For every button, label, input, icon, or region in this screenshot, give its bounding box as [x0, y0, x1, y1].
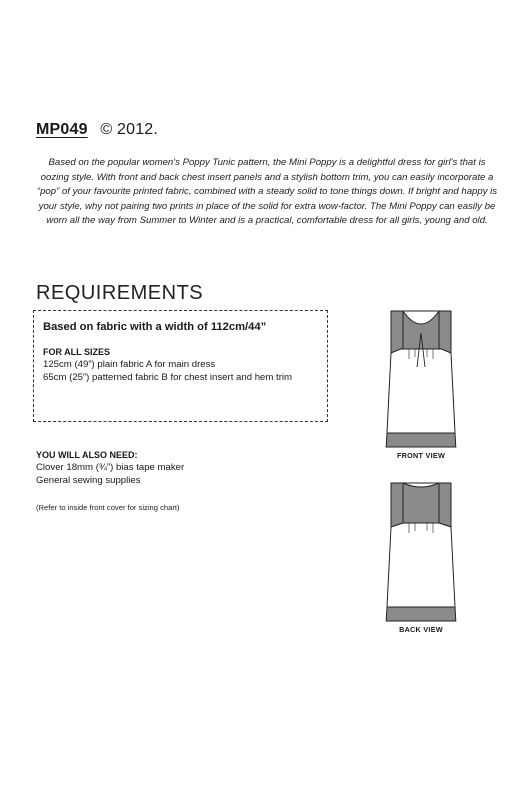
front-view-illustration — [365, 307, 477, 451]
notion-item: General sewing supplies — [36, 474, 141, 486]
back-hem-trim — [386, 607, 456, 621]
pattern-title — [36, 121, 158, 139]
intro-paragraph: Based on the popular women's Poppy Tunic pattern, the Mini Poppy is a delightful dress for girl's that is oozing style. With front and back chest insert panels and a stylish bottom trim, you can easily incorporate a “pop” of your favourite printed fabric, combined with a steady solid to tone things down. If bright and happy is your style, why not pairing two prints in place of the solid for extra wow-factor. The Mini Poppy can easily be worn all the way from Summer to Winter and is a practical, comfortable dress for all girls, young and old. — [36, 157, 498, 227]
front-body — [387, 349, 455, 434]
front-left-strap — [391, 311, 403, 353]
fabric-requirements-box — [33, 310, 328, 422]
front-view — [365, 307, 477, 460]
sizing-note: (Refer to inside front cover for sizing chart) — [36, 503, 180, 512]
front-hem-trim — [386, 433, 456, 447]
front-right-strap — [439, 311, 451, 353]
also-need-heading: YOU WILL ALSO NEED: — [36, 450, 138, 460]
back-left-strap — [391, 483, 403, 527]
back-right-strap — [439, 483, 451, 527]
copyright: © 2012. — [100, 121, 159, 138]
back-view — [365, 479, 477, 634]
back-view-illustration — [365, 479, 477, 625]
back-body — [387, 523, 455, 607]
fabric-a-line: 125cm (49”) plain fabric A for main dress — [43, 359, 216, 370]
all-sizes-heading: FOR ALL SIZES — [43, 347, 111, 357]
pattern-code: MP049 — [36, 121, 88, 138]
notion-item: Clover 18mm (¾”) bias tape maker — [36, 462, 185, 473]
also-need-section — [36, 450, 306, 487]
requirements-heading: REQUIREMENTS — [36, 282, 204, 304]
fabric-b-line: 65cm (25”) patterned fabric B for chest insert and hem trim — [43, 371, 293, 383]
fabric-width-heading: Based on fabric with a width of 112cm/44” — [43, 321, 267, 333]
back-chest-insert — [403, 483, 439, 523]
back-view-label: BACK VIEW — [399, 625, 443, 634]
front-view-label: FRONT VIEW — [396, 451, 446, 460]
